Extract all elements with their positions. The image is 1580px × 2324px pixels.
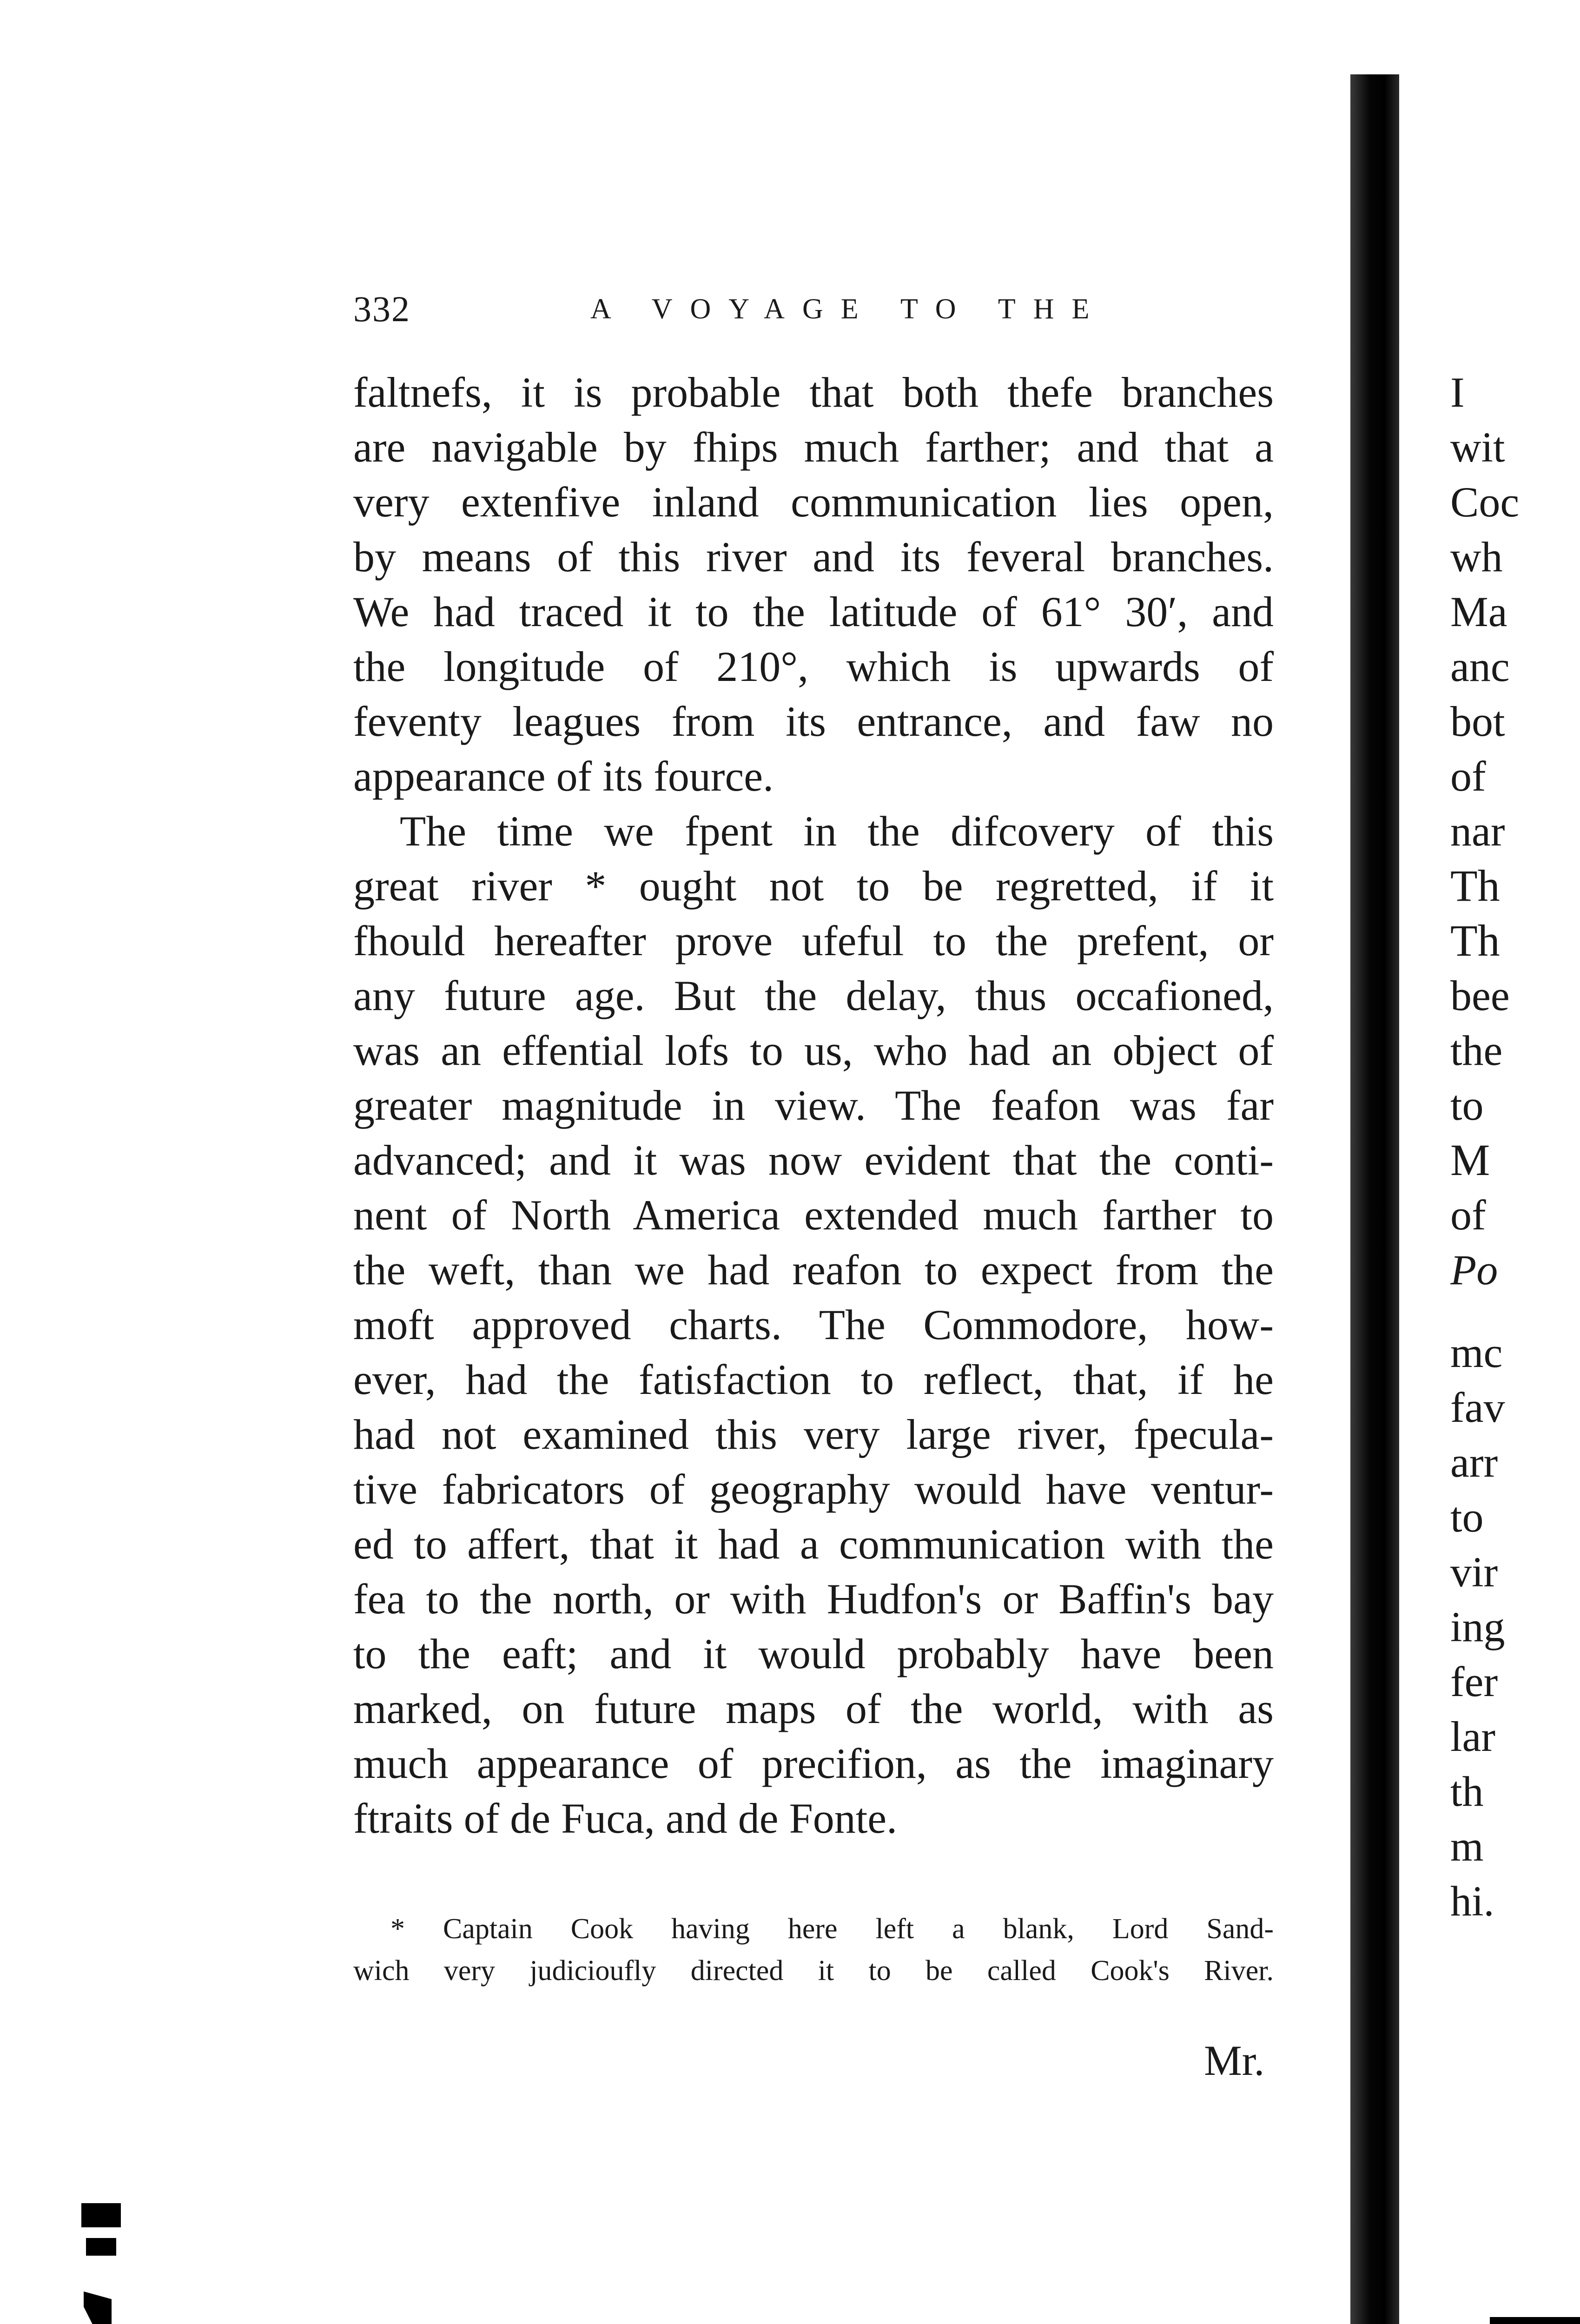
fragment-line: Th xyxy=(1450,861,1500,911)
fragment-line: Th xyxy=(1450,916,1500,965)
scan-artifact-mark xyxy=(81,2203,121,2227)
running-title: A VOYAGE TO THE xyxy=(590,293,1107,325)
fragment-line: bot xyxy=(1450,698,1505,745)
footnote xyxy=(353,1908,1274,1992)
text-line: nent of North America extended much farther to xyxy=(353,1191,1274,1239)
text-line: ftraits of de Fuca, and de Fonte. xyxy=(353,1795,898,1842)
scan-artifact-mark xyxy=(86,2238,116,2256)
text-line: The time we fpent in the difcovery of this xyxy=(400,807,1274,855)
text-line: much appearance of precifion, as the imaginary xyxy=(353,1740,1274,1787)
fragment-line: vir xyxy=(1450,1548,1498,1596)
text-line: ed to affert, that it had a communication with the xyxy=(353,1520,1274,1568)
footnote-line: * Captain Cook having here left a blank, Lord Sand- xyxy=(390,1913,1274,1945)
text-line: to the eaft; and it would probably have been xyxy=(353,1630,1274,1677)
fragment-line: th xyxy=(1450,1768,1484,1815)
text-line: the longitude of 210°, which is upwards of xyxy=(353,643,1274,690)
fragment-line: anc xyxy=(1450,643,1510,690)
fragment-line: wit xyxy=(1450,423,1505,471)
text-line: any future age. But the delay, thus occafioned, xyxy=(353,972,1274,1019)
fragment-gap xyxy=(1450,1297,1580,1325)
fragment-line: I xyxy=(1450,369,1465,416)
fragment-line: the xyxy=(1450,1027,1503,1074)
fragment-line: arr xyxy=(1450,1439,1498,1486)
scan-artifact-mark xyxy=(84,2291,112,2324)
fragment-line: M xyxy=(1450,1135,1490,1185)
fragment-line: mc xyxy=(1450,1329,1503,1376)
fragment-line: to xyxy=(1450,1082,1484,1129)
text-line: moft approved charts. The Commodore, how- xyxy=(353,1301,1274,1348)
fragment-line: lar xyxy=(1450,1713,1496,1760)
text-line: greater magnitude in view. The feafon was far xyxy=(353,1082,1274,1129)
text-line: was an effential lofs to us, who had an object of xyxy=(353,1027,1274,1074)
fragment-line: fav xyxy=(1450,1384,1505,1431)
catchword: Mr. xyxy=(1204,2037,1265,2084)
adjacent-page-fragments xyxy=(1450,365,1580,1928)
footnote-line: wich very judicioufly directed it to be called Cook's River. xyxy=(353,1955,1274,1987)
text-line: great river * ought not to be regretted, if it xyxy=(353,862,1274,910)
fragment-line: fer xyxy=(1450,1658,1498,1705)
scan-artifact-mark xyxy=(1490,2317,1580,2324)
text-line: advanced; and it was now evident that the conti- xyxy=(353,1136,1274,1184)
text-line: fea to the north, or with Hudfon's or Baffin's bay xyxy=(353,1575,1274,1623)
fragment-line: wh xyxy=(1450,533,1503,581)
fragment-line: nar xyxy=(1450,807,1505,855)
fragment-line: Ma xyxy=(1450,588,1507,635)
fragment-line: Coc xyxy=(1450,478,1520,526)
fragment-line: hi. xyxy=(1450,1877,1494,1925)
text-line: had not examined this very large river, fpecula- xyxy=(353,1411,1274,1458)
fragment-line: to xyxy=(1450,1493,1484,1541)
text-line: appearance of its fource. xyxy=(353,753,774,800)
binding-gutter-shadow xyxy=(1350,74,1399,2324)
text-line: feventy leagues from its entrance, and faw no xyxy=(353,698,1274,745)
text-line: We had traced it to the latitude of 61° 30′, and xyxy=(353,588,1274,635)
text-line: marked, on future maps of the world, with as xyxy=(353,1685,1274,1732)
text-line: fhould hereafter prove ufeful to the prefent, or xyxy=(353,917,1274,964)
text-line: tive fabricators of geography would have ventur- xyxy=(353,1466,1274,1513)
text-line: are navigable by fhips much farther; and that a xyxy=(353,423,1274,471)
fragment-line: m xyxy=(1450,1822,1484,1870)
fragment-line: bee xyxy=(1450,972,1510,1019)
fragment-line: of xyxy=(1450,1191,1486,1239)
text-line: the weft, than we had reafon to expect from the xyxy=(353,1246,1274,1294)
fragment-line: Po xyxy=(1450,1246,1498,1294)
text-line: very extenfive inland communication lies open, xyxy=(353,478,1274,526)
body-text xyxy=(353,365,1274,1846)
text-line: faltnefs, it is probable that both thefe branches xyxy=(353,369,1274,416)
text-line: by means of this river and its feveral branches. xyxy=(353,533,1274,581)
page-number: 332 xyxy=(353,289,410,329)
text-line: ever, had the fatisfaction to reflect, that, if he xyxy=(353,1356,1274,1403)
fragment-line: of xyxy=(1450,753,1486,800)
fragment-line: ing xyxy=(1450,1603,1505,1651)
